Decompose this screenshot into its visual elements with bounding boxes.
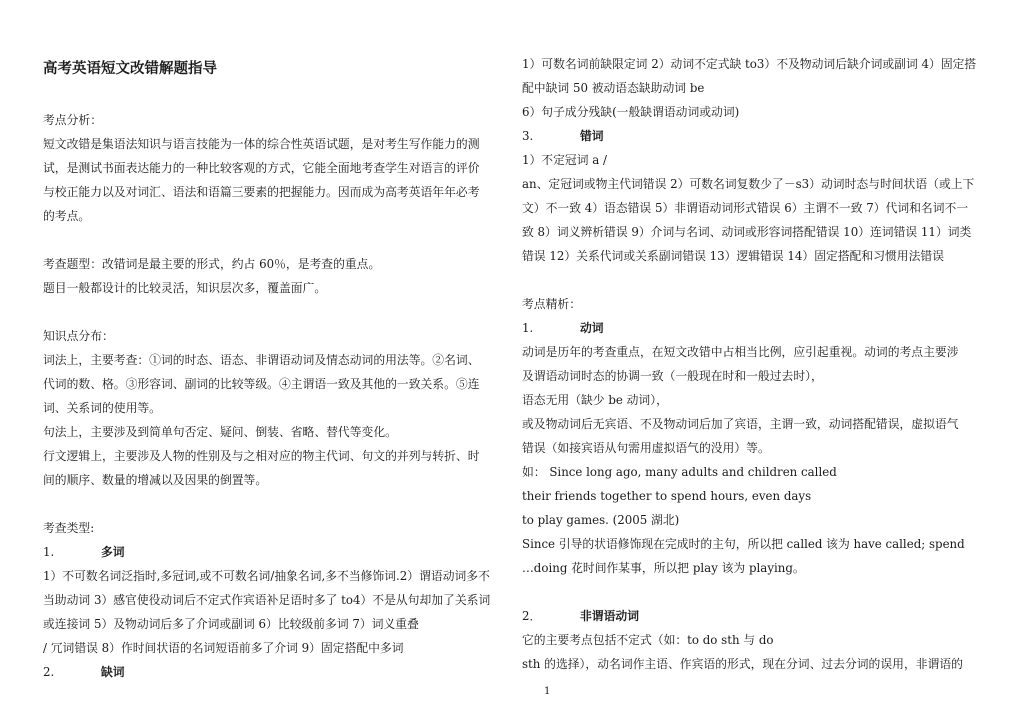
verb-line: 错误（如接宾语从句需用虚拟语气的没用）等。 bbox=[522, 441, 770, 455]
extra-words-line: / 冗词错误 8）作时间状语的名词短语前多了介词 9）固定搭配中多词 bbox=[43, 641, 404, 655]
wrong-words-line: 文）不一致 4）语态错误 5）非谓语动词形式错误 6）主谓不一致 7）代词和名词不一 bbox=[522, 201, 969, 215]
section-heading-extra-words bbox=[43, 544, 125, 560]
section-title: 非谓语动词 bbox=[580, 609, 639, 623]
verb-line: 语态无用（缺少 be 动词）， bbox=[522, 393, 668, 407]
section-title: 错词 bbox=[580, 129, 604, 143]
section-title: 多词 bbox=[101, 545, 125, 559]
nonfinite-line: 它的主要考点包括不定式（如：to do sth 与 do bbox=[522, 633, 774, 647]
section-title: 缺词 bbox=[101, 665, 125, 679]
missing-words-line: 6）句子成分残缺(一般缺谓语动词或动词) bbox=[522, 105, 740, 119]
nonfinite-line: sth 的选择），动名词作主语、作宾语的形式，现在分词、过去分词的误用，非谓语的 bbox=[522, 657, 963, 671]
page-number: 1 bbox=[544, 686, 551, 697]
example-line: their friends together to spend hours, even days bbox=[522, 489, 812, 503]
fine-analysis-heading: 考点精析： bbox=[522, 297, 581, 311]
distribution-line: 间的顺序、数量的增减以及因果的倒置等。 bbox=[43, 473, 268, 487]
section-number: 3. bbox=[522, 129, 534, 143]
question-type-line: 考查题型：改错词是最主要的形式，约占 60％，是考查的重点。 bbox=[43, 257, 381, 271]
analysis-line: 的考点。 bbox=[43, 209, 91, 223]
example-line: 如： Since long ago, many adults and children called bbox=[522, 465, 837, 479]
section-heading-verbs bbox=[522, 320, 604, 336]
types-heading: 考查类型: bbox=[43, 521, 95, 535]
analysis-line: 短文改错是集语法知识与语言技能为一体的综合性英语试题，是对考生写作能力的测 bbox=[43, 137, 480, 151]
distribution-line: 句法上，主要涉及到简单句否定、疑问、倒装、省略、替代等变化。 bbox=[43, 425, 397, 439]
section-number: 2． bbox=[522, 609, 542, 623]
extra-words-line: 或连接词 5）及物动词后多了介词或副词 6）比较级前多词 7）词义重叠 bbox=[43, 617, 419, 631]
distribution-line: 行文逻辑上，主要涉及人物的性别及与之相对应的物主代词、句文的并列与转折、时 bbox=[43, 449, 480, 463]
distribution-line: 词法上，主要考查：①词的时态、语态、非谓语动词及情态动词的用法等。②名词、 bbox=[43, 353, 480, 367]
verb-line: 及谓语动词时态的协调一致（一般现在时和一般过去时）， bbox=[522, 369, 823, 383]
wrong-words-line: 错误 12）关系代词或关系副词错误 13）逻辑错误 14）固定搭配和习惯用法错误 bbox=[522, 249, 944, 263]
example-line: to play games. (2005 湖北) bbox=[522, 513, 680, 527]
analysis-heading: 考点分析： bbox=[43, 113, 102, 127]
missing-words-line: 1）可数名词前缺限定词 2）动词不定式缺 to3）不及物动词后缺介词或副词 4）固定搭 bbox=[522, 57, 977, 71]
section-heading-nonfinite-verbs bbox=[522, 608, 639, 624]
distribution-heading: 知识点分布： bbox=[43, 329, 114, 343]
wrong-words-line: 1）不定冠词 a / bbox=[522, 153, 607, 167]
example-line: Since 引导的状语修饰现在完成时的主句，所以把 called 该为 have called; spend bbox=[522, 537, 965, 551]
example-line: …doing 花时间作某事，所以把 play 该为 playing。 bbox=[522, 561, 805, 575]
missing-words-line: 配中缺词 50 被动语态缺助动词 be bbox=[522, 81, 705, 95]
section-number: 2. bbox=[43, 665, 55, 679]
extra-words-line: 当助动词 3）感官使役动词后不定式作宾语补足语时多了 to4）不是从句却加了关系词 bbox=[43, 593, 491, 607]
analysis-line: 试，是测试书面表达能力的一种比较客观的方式，它能全面地考查学生对语言的评价 bbox=[43, 161, 480, 175]
wrong-words-line: 致 8）词义辨析错误 9）介词与名词、动词或形容词搭配错误 10）连词错误 11）词类 bbox=[522, 225, 972, 239]
design-line: 题目一般都设计的比较灵活，知识层次多，覆盖面广。 bbox=[43, 281, 327, 295]
section-heading-wrong-words bbox=[522, 128, 604, 144]
document-title: 高考英语短文改错解题指导 bbox=[43, 60, 217, 77]
section-number: 1. bbox=[43, 545, 55, 559]
verb-line: 动词是历年的考查重点，在短文改错中占相当比例，应引起重视。动词的考点主要涉 bbox=[522, 345, 959, 359]
section-title: 动词 bbox=[580, 321, 604, 335]
verb-line: 或及物动词后无宾语、不及物动词后加了宾语，主谓一致，动词搭配错误，虚拟语气 bbox=[522, 417, 959, 431]
section-heading-missing-words bbox=[43, 664, 125, 680]
section-number: 1. bbox=[522, 321, 534, 335]
wrong-words-line: an、定冠词或物主代词错误 2）可数名词复数少了－s3）动词时态与时间状语（或上下 bbox=[522, 177, 975, 191]
distribution-line: 词、关系词的使用等。 bbox=[43, 401, 161, 415]
distribution-line: 代词的数、格。③形容词、副词的比较等级。④主谓语一致及其他的一致关系。⑤连 bbox=[43, 377, 480, 391]
extra-words-line: 1）不可数名词泛指时,多冠词,或不可数名词/抽象名词,多不当修饰词.2）谓语动词多不 bbox=[43, 569, 490, 583]
analysis-line: 与校正能力以及对词汇、语法和语篇三要素的把握能力。因而成为高考英语年年必考 bbox=[43, 185, 480, 199]
